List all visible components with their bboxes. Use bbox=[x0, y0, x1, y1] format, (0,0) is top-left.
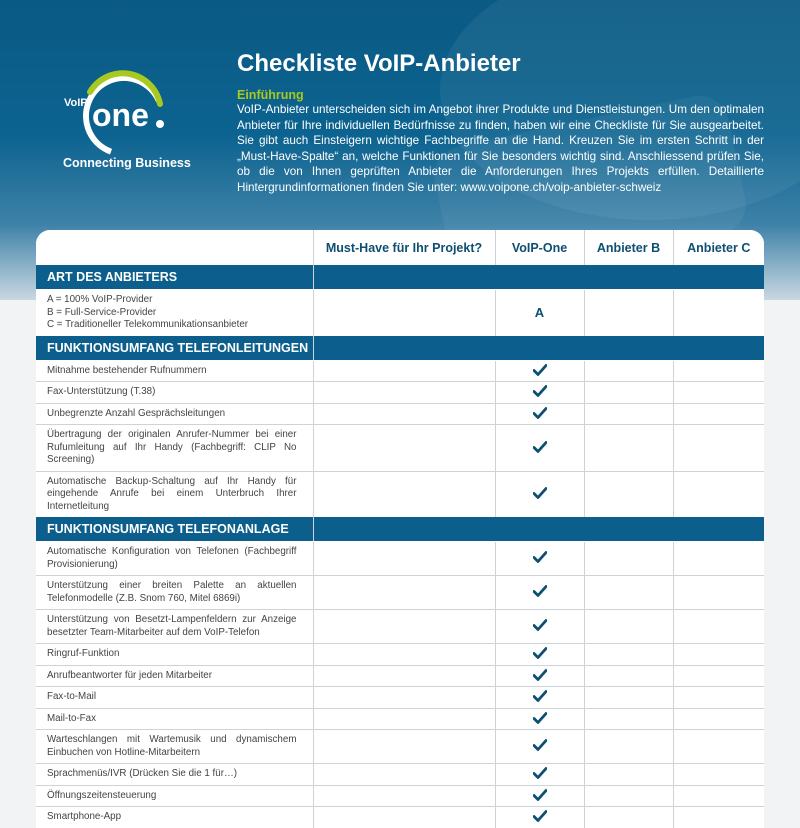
feature-label: Unterstützung einer breiten Palette an aktuellen Telefonmodelle (Z.B. Snom 760, Mitel 6869i) bbox=[36, 576, 313, 610]
voip-one-cell bbox=[495, 425, 584, 472]
table-row bbox=[36, 425, 764, 472]
anbieter-b-cell[interactable] bbox=[584, 764, 673, 786]
column-header-anbieter-c: Anbieter C bbox=[673, 230, 764, 265]
voip-one-cell bbox=[495, 576, 584, 610]
anbieter-b-cell[interactable] bbox=[584, 471, 673, 517]
feature-label: Automatische Backup-Schaltung auf Ihr Handy für eingehende Anrufe bei einem Unterbruch Ihrer Internetleitung bbox=[36, 471, 313, 517]
check-icon bbox=[533, 385, 547, 397]
anbieter-b-cell[interactable] bbox=[584, 665, 673, 687]
check-icon bbox=[533, 585, 547, 597]
must-have-cell[interactable] bbox=[313, 665, 495, 687]
feature-label: Smartphone-App bbox=[36, 807, 313, 828]
anbieter-c-cell[interactable] bbox=[673, 764, 764, 786]
table-row bbox=[36, 403, 764, 425]
feature-label: Fax-to-Mail bbox=[36, 687, 313, 709]
must-have-cell[interactable] bbox=[313, 403, 495, 425]
anbieter-b-cell[interactable] bbox=[584, 610, 673, 644]
anbieter-b-cell[interactable] bbox=[584, 807, 673, 828]
table-row bbox=[36, 764, 764, 786]
check-icon bbox=[533, 810, 547, 822]
section-header-row bbox=[36, 336, 764, 361]
anbieter-b-cell[interactable] bbox=[584, 382, 673, 404]
voip-one-cell bbox=[495, 730, 584, 764]
anbieter-c-cell[interactable] bbox=[673, 425, 764, 472]
logo-big-text: one bbox=[92, 97, 149, 133]
voip-one-cell bbox=[495, 764, 584, 786]
feature-label: Sprachmenüs/IVR (Drücken Sie die 1 für…) bbox=[36, 764, 313, 786]
feature-label: Anrufbeantworter für jeden Mitarbeiter bbox=[36, 665, 313, 687]
table-row bbox=[36, 687, 764, 709]
must-have-cell[interactable] bbox=[313, 425, 495, 472]
check-icon bbox=[533, 364, 547, 376]
table-row bbox=[36, 576, 764, 610]
voip-one-cell bbox=[495, 382, 584, 404]
anbieter-c-cell[interactable] bbox=[673, 471, 764, 517]
voip-one-cell bbox=[495, 785, 584, 807]
must-have-cell[interactable] bbox=[313, 542, 495, 576]
feature-label: Mitnahme bestehender Rufnummern bbox=[36, 360, 313, 382]
must-have-cell[interactable] bbox=[313, 687, 495, 709]
column-header-voip-one: VoIP-One bbox=[495, 230, 584, 265]
must-have-cell[interactable] bbox=[313, 785, 495, 807]
voip-one-cell bbox=[495, 644, 584, 666]
must-have-cell[interactable] bbox=[313, 644, 495, 666]
voip-one-cell bbox=[495, 542, 584, 576]
intro-heading: Einführung bbox=[237, 88, 304, 102]
voip-one-cell bbox=[495, 610, 584, 644]
section-title: FUNKTIONSUMFANG TELEFONLEITUNGEN bbox=[36, 336, 313, 361]
table-row bbox=[36, 290, 764, 336]
anbieter-c-cell[interactable] bbox=[673, 610, 764, 644]
must-have-cell[interactable] bbox=[313, 708, 495, 730]
feature-label: Unterstützung von Besetzt-Lampenfeldern zur Anzeige besetzter Team-Mitarbeiter auf dem VoIP-Telefon bbox=[36, 610, 313, 644]
anbieter-b-cell[interactable] bbox=[584, 403, 673, 425]
voip-one-cell: A bbox=[495, 290, 584, 336]
check-icon bbox=[533, 619, 547, 631]
section-header-row bbox=[36, 517, 764, 542]
anbieter-c-cell[interactable] bbox=[673, 730, 764, 764]
table-row bbox=[36, 807, 764, 828]
feature-label: Öffnungszeitensteuerung bbox=[36, 785, 313, 807]
anbieter-b-cell[interactable] bbox=[584, 644, 673, 666]
anbieter-b-cell[interactable] bbox=[584, 687, 673, 709]
table-row bbox=[36, 382, 764, 404]
must-have-cell[interactable] bbox=[313, 730, 495, 764]
voip-one-cell bbox=[495, 708, 584, 730]
intro-text: VoIP-Anbieter unterscheiden sich im Angebot ihrer Produkte und Dienstleistungen. Um den optimalen Anbieter für Ihre individuellen Bedürfnisse zu finden, haben wir eine Checkliste für Sie ausgearbeitet. Sie gibt auch Einsteigern wichtige Fachbegriffe an die Hand. Kreuzen Sie im ersten Schritt in der „Must-Have-Spalte“ an, welche Funktionen für Sie besonders wichtig sind. Anschliessend prüfen Sie, ob die von Ihnen geprüften Anbieter die Anforderungen Ihres Projekts erfüllen. Detaillierte Hintergrundinformationen finden Sie unter: www.voipone.ch/voip-anbieter-schweiz bbox=[237, 103, 764, 194]
anbieter-c-cell[interactable] bbox=[673, 708, 764, 730]
anbieter-b-cell[interactable] bbox=[584, 785, 673, 807]
must-have-cell[interactable] bbox=[313, 764, 495, 786]
feature-label: Automatische Konfiguration von Telefonen (Fachbegriff Provisionierung) bbox=[36, 542, 313, 576]
section-header-fill bbox=[313, 265, 764, 290]
section-header-fill bbox=[313, 336, 764, 361]
check-icon bbox=[533, 767, 547, 779]
table-row bbox=[36, 471, 764, 517]
must-have-cell[interactable] bbox=[313, 360, 495, 382]
feature-label: Mail-to-Fax bbox=[36, 708, 313, 730]
feature-label: Ringruf-Funktion bbox=[36, 644, 313, 666]
logo-tagline: Connecting Business bbox=[63, 156, 191, 170]
checklist-table bbox=[36, 230, 764, 828]
check-icon bbox=[533, 690, 547, 702]
page-title: Checkliste VoIP-Anbieter bbox=[237, 50, 521, 77]
must-have-cell[interactable] bbox=[313, 576, 495, 610]
column-header-feature bbox=[36, 230, 313, 265]
section-title: FUNKTIONSUMFANG TELEFONANLAGE bbox=[36, 517, 313, 542]
must-have-cell[interactable] bbox=[313, 290, 495, 336]
feature-label: Unbegrenzte Anzahl Gesprächsleitungen bbox=[36, 403, 313, 425]
anbieter-b-cell[interactable] bbox=[584, 576, 673, 610]
table-row bbox=[36, 644, 764, 666]
voip-one-cell bbox=[495, 687, 584, 709]
feature-label: Warteschlangen mit Wartemusik und dynamischem Einbuchen von Hotline-Mitarbeitern bbox=[36, 730, 313, 764]
anbieter-b-cell[interactable] bbox=[584, 425, 673, 472]
must-have-cell[interactable] bbox=[313, 382, 495, 404]
check-icon bbox=[533, 647, 547, 659]
anbieter-c-cell[interactable] bbox=[673, 665, 764, 687]
anbieter-b-cell[interactable] bbox=[584, 360, 673, 382]
check-icon bbox=[533, 712, 547, 724]
check-icon bbox=[533, 739, 547, 751]
check-icon bbox=[533, 789, 547, 801]
check-icon bbox=[533, 441, 547, 453]
voip-one-cell bbox=[495, 807, 584, 828]
check-icon bbox=[533, 407, 547, 419]
section-header-fill bbox=[313, 517, 764, 542]
table-row bbox=[36, 665, 764, 687]
logo-small-text: VoIP bbox=[64, 97, 88, 109]
table-row bbox=[36, 360, 764, 382]
check-icon bbox=[533, 487, 547, 499]
anbieter-c-cell[interactable] bbox=[673, 382, 764, 404]
table-row bbox=[36, 610, 764, 644]
anbieter-c-cell[interactable] bbox=[673, 542, 764, 576]
section-header-row bbox=[36, 265, 764, 290]
check-icon bbox=[533, 669, 547, 681]
must-have-cell[interactable] bbox=[313, 471, 495, 517]
section-title: ART DES ANBIETERS bbox=[36, 265, 313, 290]
anbieter-c-cell[interactable] bbox=[673, 360, 764, 382]
anbieter-b-cell[interactable] bbox=[584, 542, 673, 576]
feature-label: Übertragung der originalen Anrufer-Nummer bei einer Rufumleitung auf Ihr Handy (Fachbegriff: CLIP No Screening) bbox=[36, 425, 313, 472]
anbieter-b-cell[interactable] bbox=[584, 708, 673, 730]
column-header-must-have: Must-Have für Ihr Projekt? bbox=[313, 230, 495, 265]
voip-one-cell bbox=[495, 665, 584, 687]
must-have-cell[interactable] bbox=[313, 807, 495, 828]
voip-one-cell bbox=[495, 360, 584, 382]
anbieter-c-cell[interactable] bbox=[673, 576, 764, 610]
anbieter-c-cell[interactable] bbox=[673, 644, 764, 666]
anbieter-c-cell[interactable] bbox=[673, 290, 764, 336]
anbieter-c-cell[interactable] bbox=[673, 785, 764, 807]
feature-label: A = 100% VoIP-Provider B = Full-Service-Provider C = Traditioneller Telekommunikationsanbieter bbox=[36, 290, 313, 336]
table-row bbox=[36, 785, 764, 807]
anbieter-c-cell[interactable] bbox=[673, 687, 764, 709]
voip-one-cell bbox=[495, 471, 584, 517]
anbieter-c-cell[interactable] bbox=[673, 807, 764, 828]
table-row bbox=[36, 708, 764, 730]
table-row bbox=[36, 730, 764, 764]
anbieter-b-cell[interactable] bbox=[584, 730, 673, 764]
must-have-cell[interactable] bbox=[313, 610, 495, 644]
table-header-row bbox=[36, 230, 764, 265]
feature-label: Fax-Unterstützung (T.38) bbox=[36, 382, 313, 404]
anbieter-c-cell[interactable] bbox=[673, 403, 764, 425]
check-icon bbox=[533, 551, 547, 563]
column-header-anbieter-b: Anbieter B bbox=[584, 230, 673, 265]
anbieter-b-cell[interactable] bbox=[584, 290, 673, 336]
voip-one-cell bbox=[495, 403, 584, 425]
table-row bbox=[36, 542, 764, 576]
